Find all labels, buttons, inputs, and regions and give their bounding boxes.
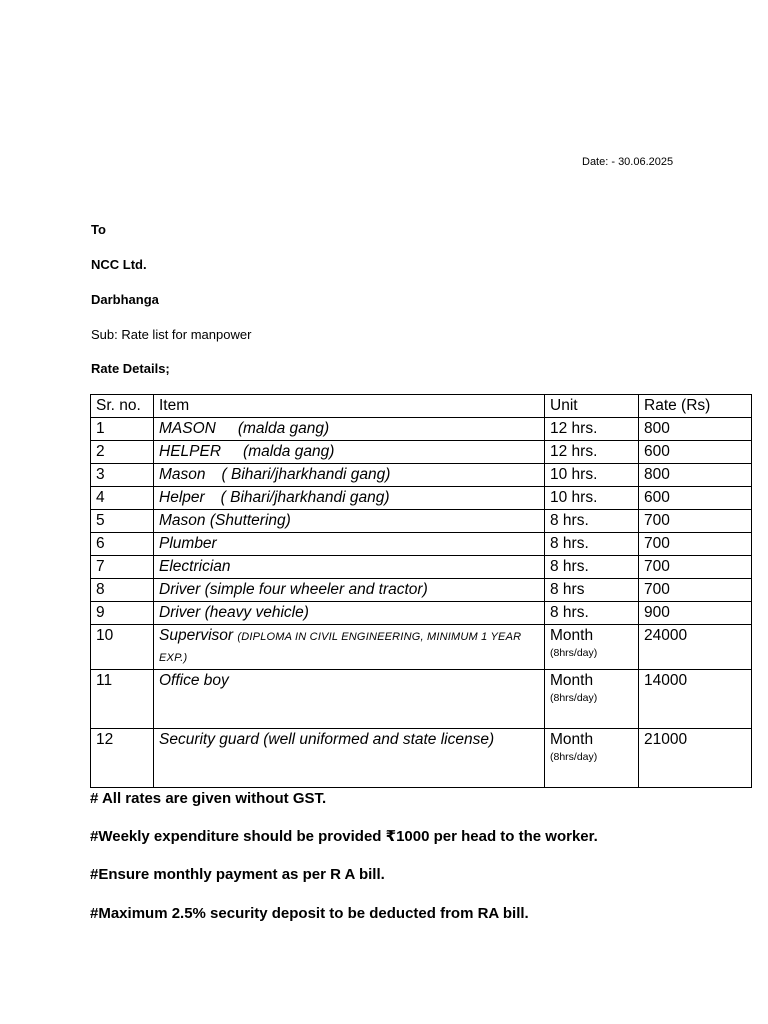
address-city: Darbhanga (91, 292, 159, 307)
table-row (91, 579, 752, 602)
cell-unit: 10 hrs. (545, 487, 639, 510)
cell-unit: 12 hrs. (545, 418, 639, 441)
cell-sr: 10 (91, 625, 154, 670)
cell-sr: 6 (91, 533, 154, 556)
item-name: Supervisor (159, 627, 234, 644)
cell-rate: 600 (639, 487, 752, 510)
table-row (91, 602, 752, 625)
table-row (91, 670, 752, 729)
item-name: HELPER (159, 443, 222, 460)
table-row (91, 533, 752, 556)
table-row (91, 556, 752, 579)
cell-item: Mason (Shuttering) (154, 510, 545, 533)
cell-item: Driver (heavy vehicle) (154, 602, 545, 625)
unit-note: (8hrs/day) (550, 647, 598, 659)
table-row (91, 441, 752, 464)
unit-value: Month (550, 731, 594, 748)
item-note: ( Bihari/jharkhandi gang) (221, 466, 391, 483)
cell-unit (545, 625, 639, 670)
cell-rate: 600 (639, 441, 752, 464)
cell-unit (545, 670, 639, 729)
cell-sr: 11 (91, 670, 154, 729)
cell-rate: 700 (639, 510, 752, 533)
cell-sr: 5 (91, 510, 154, 533)
table-row (91, 487, 752, 510)
cell-unit: 8 hrs. (545, 556, 639, 579)
cell-unit (545, 729, 639, 788)
item-name: MASON (159, 420, 216, 437)
cell-sr: 8 (91, 579, 154, 602)
cell-unit: 10 hrs. (545, 464, 639, 487)
cell-item (154, 418, 545, 441)
letter-date: Date: - 30.06.2025 (582, 156, 674, 168)
item-note: (malda gang) (243, 443, 335, 460)
note-monthly-payment: #Ensure monthly payment as per R A bill. (90, 866, 385, 883)
cell-rate: 24000 (639, 625, 752, 670)
rate-details-heading: Rate Details; (91, 361, 170, 376)
cell-sr: 3 (91, 464, 154, 487)
cell-unit: 8 hrs. (545, 533, 639, 556)
cell-sr: 4 (91, 487, 154, 510)
cell-sr: 2 (91, 441, 154, 464)
table-row (91, 729, 752, 788)
cell-item: Electrician (154, 556, 545, 579)
cell-rate: 700 (639, 533, 752, 556)
cell-rate: 14000 (639, 670, 752, 729)
cell-rate: 700 (639, 556, 752, 579)
cell-unit: 8 hrs (545, 579, 639, 602)
cell-item (154, 441, 545, 464)
header-unit: Unit (545, 395, 639, 418)
header-sr-no: Sr. no. (91, 395, 154, 418)
address-company: NCC Ltd. (91, 257, 147, 272)
cell-item (154, 487, 545, 510)
cell-item: Office boy (154, 670, 545, 729)
cell-item: Driver (simple four wheeler and tractor) (154, 579, 545, 602)
table-row (91, 625, 752, 670)
cell-rate: 800 (639, 464, 752, 487)
cell-rate: 700 (639, 579, 752, 602)
unit-value: Month (550, 627, 594, 644)
cell-unit: 12 hrs. (545, 441, 639, 464)
item-name: Helper (159, 489, 205, 506)
address-to: To (91, 222, 106, 237)
subject-line: Sub: Rate list for manpower (91, 327, 252, 342)
table-header-row (91, 395, 752, 418)
cell-rate: 900 (639, 602, 752, 625)
item-note: (DIPLOMA IN CIVIL ENGINEERING, MINIMUM 1 YEAR EXP.) (159, 631, 522, 664)
cell-rate: 21000 (639, 729, 752, 788)
unit-value: Month (550, 672, 594, 689)
item-note: ( Bihari/jharkhandi gang) (220, 489, 390, 506)
note-security-deposit: #Maximum 2.5% security deposit to be deducted from RA bill. (90, 905, 529, 922)
cell-item (154, 464, 545, 487)
table-row (91, 464, 752, 487)
table-row (91, 418, 752, 441)
item-name: Mason (159, 466, 206, 483)
cell-sr: 7 (91, 556, 154, 579)
cell-item: Plumber (154, 533, 545, 556)
cell-item: Security guard (well uniformed and state license) (154, 729, 545, 788)
cell-unit: 8 hrs. (545, 510, 639, 533)
table-row (91, 510, 752, 533)
cell-sr: 1 (91, 418, 154, 441)
header-item: Item (154, 395, 545, 418)
unit-note: (8hrs/day) (550, 751, 598, 763)
rate-table (90, 394, 752, 788)
cell-unit: 8 hrs. (545, 602, 639, 625)
item-note: (malda gang) (237, 420, 330, 437)
note-gst: # All rates are given without GST. (90, 790, 327, 807)
header-rate: Rate (Rs) (639, 395, 752, 418)
unit-note: (8hrs/day) (550, 692, 598, 704)
cell-rate: 800 (639, 418, 752, 441)
cell-sr: 9 (91, 602, 154, 625)
cell-sr: 12 (91, 729, 154, 788)
cell-item (154, 625, 545, 670)
note-weekly-expenditure: #Weekly expenditure should be provided ₹1000 per head to the worker. (90, 828, 598, 845)
